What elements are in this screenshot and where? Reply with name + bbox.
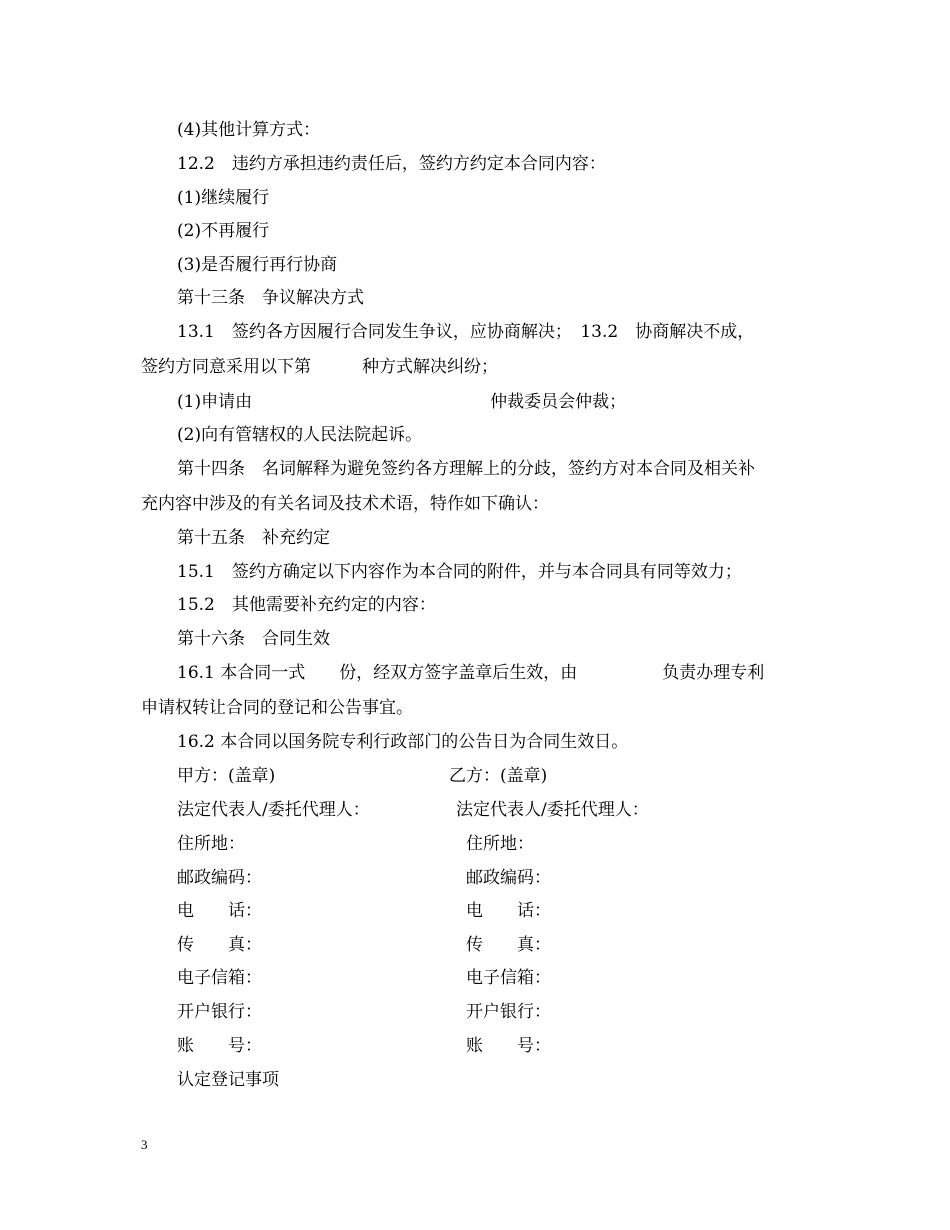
text-line: 13.1 签约各方因履行合同发生争议，应协商解决； 13.2 协商解决不成， [177,322,755,342]
text-line: (4)其他计算方式： [177,120,321,140]
party-a-postcode: 邮政编码： [177,868,262,888]
party-a-representative: 法定代表人/委托代理人： [177,800,370,820]
article-heading: 第十五条 补充约定 [177,528,330,548]
party-a-email: 电子信箱： [177,968,262,988]
text-line: (1)继续履行 [177,188,270,208]
text-line: (2)向有管辖权的人民法院起诉。 [177,425,423,445]
party-b-seal: 乙方：(盖章) [449,766,548,786]
text-line: 15.1 签约方确定以下内容作为本合同的附件，并与本合同具有同等效力； [177,562,742,582]
party-a-bank: 开户银行： [177,1002,262,1022]
party-b-bank: 开户银行： [466,1002,551,1022]
party-a-address: 住所地： [177,834,245,854]
text-line: 签约方同意采用以下第 种方式解决纠纷； [141,357,498,377]
text-line: (3)是否履行再行协商 [177,255,338,275]
party-b-postcode: 邮政编码： [466,868,551,888]
text-line: 15.2 其他需要补充约定的内容： [177,595,436,615]
text-line: (2)不再履行 [177,221,270,241]
article-heading: 第十四条 名词解释为避免签约各方理解上的分歧，签约方对本合同及相关补 [177,459,755,479]
party-a-fax: 传 真： [177,935,262,955]
party-a-phone: 电 话： [177,901,262,921]
text-line: 充内容中涉及的有关名词及技术术语，特作如下确认： [141,494,549,514]
text-line: (1)申请由 仲裁委员会仲裁； [177,392,627,412]
article-heading: 第十六条 合同生效 [177,629,330,649]
text-line: 申请权转让合同的登记和公告事宜。 [141,698,413,718]
page-number: 3 [141,1137,148,1152]
party-b-account: 账 号： [466,1036,551,1056]
party-b-fax: 传 真： [466,935,551,955]
party-a-seal: 甲方：(盖章) [177,766,276,786]
party-b-representative: 法定代表人/委托代理人： [456,800,649,820]
text-line: 16.1 本合同一式 份，经双方签字盖章后生效，由 负责办理专利 [177,663,765,683]
text-line: 16.2 本合同以国务院专利行政部门的公告日为合同生效日。 [177,732,629,752]
text-line: 12.2 违约方承担违约责任后，签约方约定本合同内容： [177,154,606,174]
party-a-account: 账 号： [177,1036,262,1056]
closing-line: 认定登记事项 [177,1070,279,1090]
party-b-email: 电子信箱： [466,968,551,988]
party-b-address: 住所地： [466,834,534,854]
party-b-phone: 电 话： [466,901,551,921]
article-heading: 第十三条 争议解决方式 [177,288,364,308]
